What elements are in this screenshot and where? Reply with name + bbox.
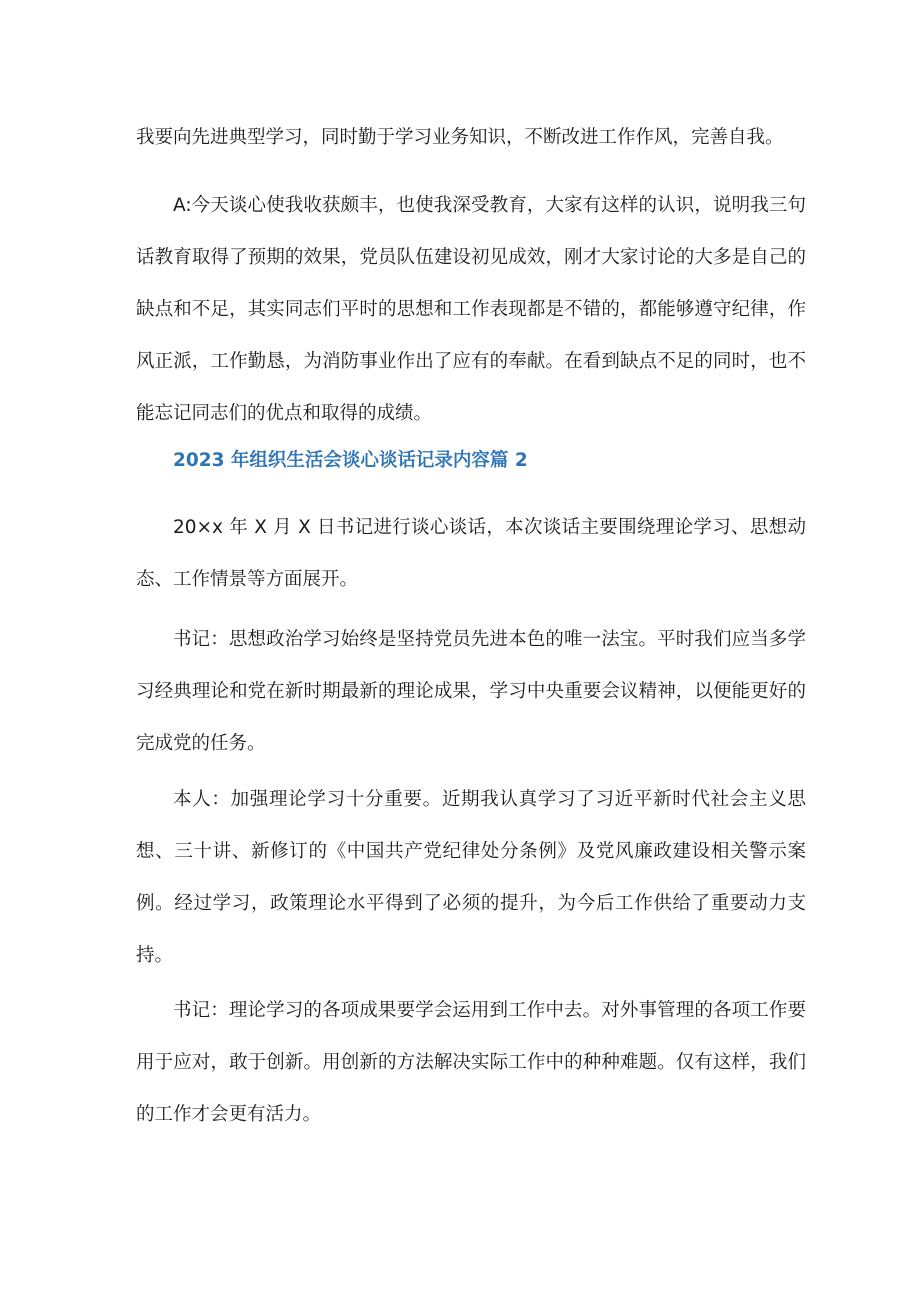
section-heading: 2023 年组织生活会谈心谈话记录内容篇 2 xyxy=(173,450,528,471)
paragraph-intro: 20×x 年 X 月 X 日书记进行谈心谈话，本次谈话主要围绕理论学习、思想动态、工作情景等方面展开。 xyxy=(136,517,806,590)
paragraph-a-response: A:今天谈心使我收获颇丰，也使我深受教育，大家有这样的认识，说明我三句话教育取得了预期的效果，党员队伍建设初见成效，刚才大家讨论的大多是自己的缺点和不足，其实同志们平时的思想和工作表现都是不错的，都能够遵守纪律，作风正派，工作勤恳，为消防事业作出了应有的奉献。在看到缺点不足的同时，也不能忘记同志们的优点和取得的成绩。 xyxy=(136,195,806,424)
paragraph-continuation: 我要向先进典型学习，同时勤于学习业务知识，不断改进工作作风，完善自我。 xyxy=(136,127,784,148)
paragraph-secretary-1: 书记：思想政治学习始终是坚持党员先进本色的唯一法宝。平时我们应当多学习经典理论和党在新时期最新的理论成果，学习中央重要会议精神，以便能更好的完成党的任务。 xyxy=(136,629,806,754)
paragraph-secretary-2: 书记：理论学习的各项成果要学会运用到工作中去。对外事管理的各项工作要用于应对，敢于创新。用创新的方法解决实际工作中的种种难题。仅有这样，我们的工作才会更有活力。 xyxy=(136,1000,806,1125)
paragraph-self-1: 本人：加强理论学习十分重要。近期我认真学习了习近平新时代社会主义思想、三十讲、新修订的《中国共产党纪律处分条例》及党风廉政建设相关警示案例。经过学习，政策理论水平得到了必须的提升，为今后工作供给了重要动力支持。 xyxy=(136,789,806,966)
